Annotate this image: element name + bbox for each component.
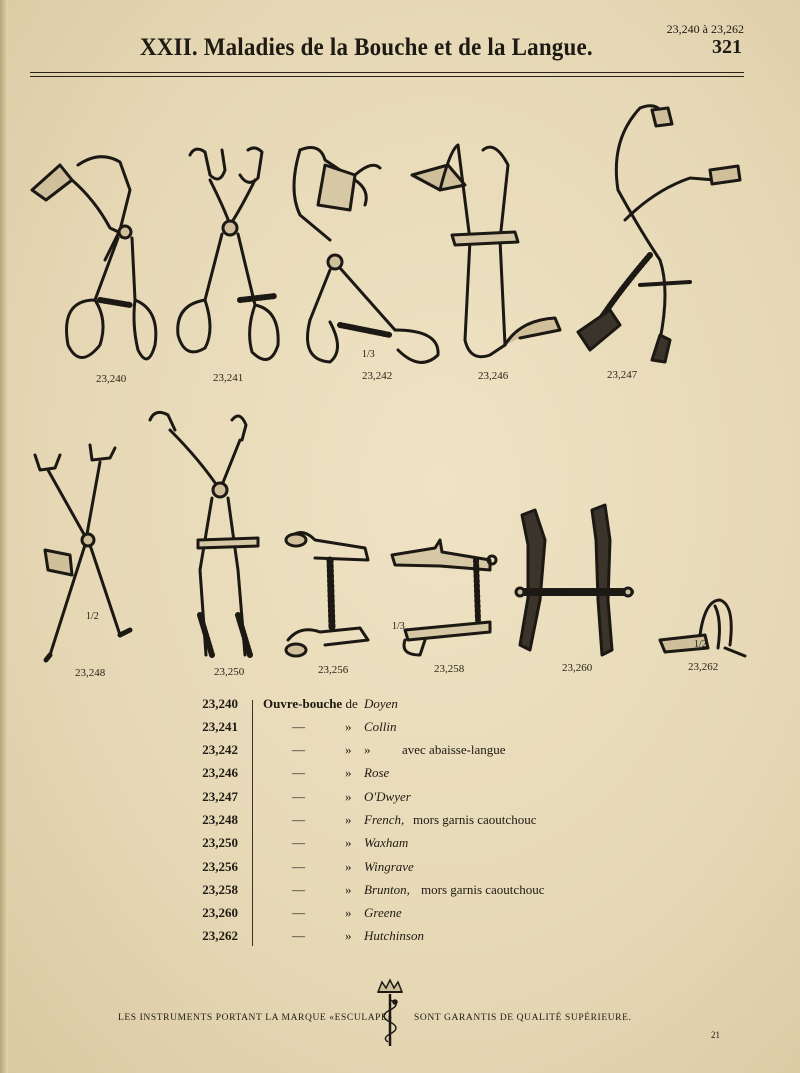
figure-label: 23,240 <box>96 373 127 385</box>
ditto-dash: — <box>292 882 305 897</box>
item-detail: mors garnis caoutchouc <box>413 812 537 827</box>
item-number: 23,262 <box>202 928 238 943</box>
item-person: Waxham <box>364 835 409 850</box>
ditto-dash: — <box>292 742 305 757</box>
ditto-mark: » <box>345 812 352 827</box>
ditto-dash: — <box>292 789 305 804</box>
ditto-mark: » <box>345 789 352 804</box>
instrument-23247 <box>578 106 740 362</box>
footer-guarantee-right: SONT GARANTIS DE QUALITÉ SUPÉRIEURE. <box>414 1013 632 1023</box>
scale-mark: 1/3 <box>392 621 405 632</box>
ditto-dash: — <box>292 928 305 943</box>
item-person: Collin <box>364 719 397 734</box>
table-row <box>180 765 600 787</box>
item-person: Hutchinson <box>364 928 424 943</box>
ditto-mark: » <box>345 928 352 943</box>
item-number: 23,258 <box>202 882 238 897</box>
table-row <box>180 835 600 857</box>
ditto-dash: — <box>292 835 305 850</box>
table-row <box>180 789 600 811</box>
figure-label: 23,246 <box>478 370 509 382</box>
table-row <box>180 882 600 904</box>
figure-label: 23,241 <box>213 372 244 384</box>
figure-label: 23,262 <box>688 661 719 673</box>
page-title: XXII. Maladies de la Bouche et de la Langue. <box>140 34 593 61</box>
table-row <box>180 696 600 718</box>
figure-label: 23,260 <box>562 662 593 674</box>
table-row <box>180 742 600 764</box>
table-row <box>180 859 600 881</box>
item-number: 23,248 <box>202 812 238 827</box>
instrument-23241 <box>178 148 278 360</box>
instrument-23242 <box>294 148 438 363</box>
figure-label: 23,242 <box>362 370 393 382</box>
item-person: O'Dwyer <box>364 789 411 804</box>
item-number: 23,246 <box>202 765 238 780</box>
scale-mark: 1/2 <box>694 639 707 650</box>
figure-label: 23,247 <box>607 369 638 381</box>
ditto-mark: » <box>345 835 352 850</box>
item-person: Wingrave <box>364 859 414 874</box>
item-detail: avec abaisse-langue <box>402 742 506 757</box>
item-person: Greene <box>364 905 402 920</box>
instrument-23260 <box>516 505 632 655</box>
item-number: 23,250 <box>202 835 238 850</box>
ditto-dash: — <box>292 905 305 920</box>
ditto-mark: » <box>345 905 352 920</box>
ditto-mark: » <box>345 882 352 897</box>
item-number: 23,241 <box>202 719 238 734</box>
item-range: 23,240 à 23,262 <box>666 22 744 36</box>
ditto-mark: » <box>345 765 352 780</box>
ditto-dash: — <box>292 719 305 734</box>
item-person: French, <box>364 812 405 827</box>
item-number: 23,260 <box>202 905 238 920</box>
item-person: » <box>364 742 371 757</box>
figure-label: 23,258 <box>434 663 465 675</box>
scale-mark: 1/2 <box>86 611 99 622</box>
table-row <box>180 905 600 927</box>
table-row <box>180 928 600 950</box>
figure-label: 23,250 <box>214 666 245 678</box>
page-number: 321 <box>712 36 742 58</box>
figure-label: 23,248 <box>75 667 106 679</box>
scale-mark: 1/3 <box>362 349 375 360</box>
item-person: Brunton, <box>364 882 410 897</box>
sheet-number: 21 <box>711 1030 720 1040</box>
instrument-23240 <box>32 157 156 359</box>
item-number: 23,256 <box>202 859 238 874</box>
table-row <box>180 719 600 741</box>
item-number: 23,242 <box>202 742 238 757</box>
ditto-mark: » <box>345 719 352 734</box>
item-person: Doyen <box>364 696 398 711</box>
ditto-dash: — <box>292 765 305 780</box>
table-row <box>180 812 600 834</box>
ditto-mark: » <box>345 859 352 874</box>
instrument-23248 <box>35 445 130 660</box>
instrument-23246 <box>412 145 560 357</box>
item-number: 23,247 <box>202 789 238 804</box>
item-number: 23,240 <box>202 696 238 711</box>
esculape-emblem-icon <box>370 978 410 1050</box>
ditto-mark: » <box>345 742 352 757</box>
ditto-dash: — <box>292 859 305 874</box>
instrument-23258 <box>392 540 496 655</box>
item-detail: mors garnis caoutchouc <box>421 882 545 897</box>
footer-guarantee-left: LES INSTRUMENTS PORTANT LA MARQUE «ESCULAPE» <box>118 1013 393 1023</box>
figure-label: 23,256 <box>318 664 349 676</box>
ditto-dash: — <box>292 812 305 827</box>
instrument-23256 <box>286 533 368 657</box>
item-person: Rose <box>364 765 390 780</box>
instrument-23250 <box>150 412 258 655</box>
item-name: Ouvre-bouche de <box>263 696 358 711</box>
